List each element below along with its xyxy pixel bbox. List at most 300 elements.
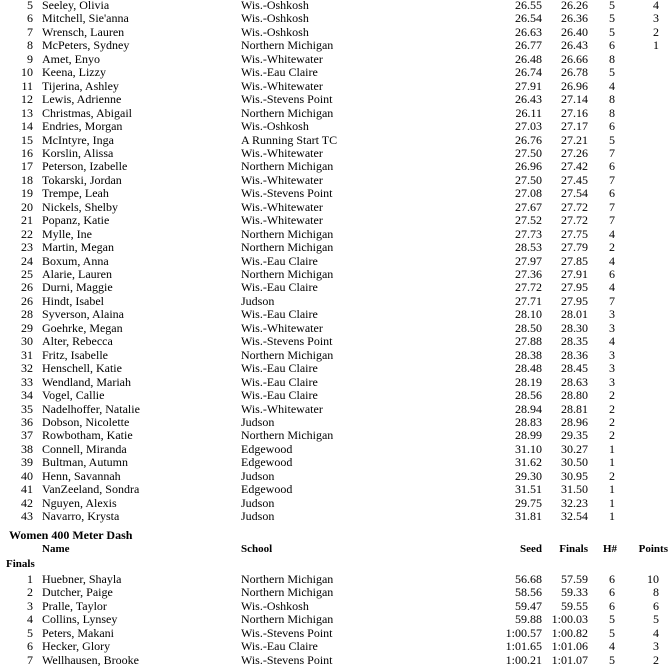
place-cell: 26 <box>21 293 33 308</box>
place-cell: 30 <box>21 334 33 349</box>
heat-cell: 3 <box>609 361 615 376</box>
seed-time-cell: 28.19 <box>515 374 542 389</box>
final-time-cell: 32.23 <box>561 495 588 510</box>
seed-time-cell: 27.73 <box>515 226 542 241</box>
school-cell: Wis.-Eau Claire <box>241 307 318 322</box>
school-cell: Wis.-Whitewater <box>241 145 323 160</box>
athlete-name-cell: Nguyen, Alexis <box>42 495 117 510</box>
column-header-points: Points <box>638 543 668 555</box>
result-row <box>0 640 671 653</box>
place-cell: 5 <box>27 625 33 640</box>
final-time-cell: 1:00.82 <box>551 625 588 640</box>
school-cell: Wis.-Whitewater <box>241 51 323 66</box>
heat-cell: 4 <box>609 334 615 349</box>
school-cell: Edgewood <box>241 441 293 456</box>
seed-time-cell: 27.72 <box>515 280 542 295</box>
place-cell: 16 <box>21 145 33 160</box>
result-row <box>0 497 671 510</box>
final-time-cell: 26.43 <box>561 38 588 53</box>
final-time-cell: 1:01.06 <box>551 639 588 654</box>
school-cell: Judson <box>241 414 275 429</box>
final-time-cell: 28.45 <box>561 361 588 376</box>
athlete-name-cell: Peters, Makani <box>42 625 114 640</box>
result-row <box>0 187 671 200</box>
result-row <box>0 416 671 429</box>
final-time-cell: 26.26 <box>561 0 588 12</box>
heat-cell: 6 <box>609 598 615 613</box>
school-cell: Northern Michigan <box>241 105 334 120</box>
place-cell: 11 <box>21 78 33 93</box>
seed-time-cell: 28.38 <box>515 347 542 362</box>
athlete-name-cell: VanZeeland, Sondra <box>42 482 140 497</box>
heat-cell: 1 <box>609 482 615 497</box>
school-cell: Wis.-Oshkosh <box>241 0 309 12</box>
school-cell: Wis.-Stevens Point <box>241 186 333 201</box>
column-header-finals: Finals <box>559 543 588 555</box>
final-time-cell: 27.45 <box>561 172 588 187</box>
heat-cell: 7 <box>609 293 615 308</box>
athlete-name-cell: Amet, Enyo <box>42 51 100 66</box>
athlete-name-cell: Hecker, Glory <box>42 639 111 654</box>
final-time-cell: 30.50 <box>561 455 588 470</box>
place-cell: 42 <box>21 495 33 510</box>
school-cell: Northern Michigan <box>241 612 334 627</box>
result-row <box>0 349 671 362</box>
place-cell: 19 <box>21 186 33 201</box>
seed-time-cell: 1:01.65 <box>505 639 542 654</box>
result-row <box>0 120 671 133</box>
final-time-cell: 59.33 <box>561 585 588 600</box>
athlete-name-cell: Dutcher, Paige <box>42 585 113 600</box>
final-time-cell: 1:00.03 <box>551 612 588 627</box>
heat-cell: 5 <box>609 11 615 26</box>
result-row <box>0 80 671 93</box>
athlete-name-cell: Rowbotham, Katie <box>42 428 133 443</box>
seed-time-cell: 31.10 <box>515 441 542 456</box>
athlete-name-cell: Nickels, Shelby <box>42 199 118 214</box>
heat-cell: 6 <box>609 267 615 281</box>
seed-time-cell: 27.50 <box>515 172 542 187</box>
points-cell: 1 <box>653 38 659 53</box>
result-row <box>0 201 671 214</box>
column-header-school: School <box>241 543 273 555</box>
seed-time-cell: 31.81 <box>515 509 542 524</box>
seed-time-cell: 26.48 <box>515 51 542 66</box>
place-cell: 38 <box>21 441 33 456</box>
athlete-name-cell: Dobson, Nicolette <box>42 414 130 429</box>
heat-cell: 5 <box>609 0 615 12</box>
event-title: Women 400 Meter Dash <box>9 528 133 542</box>
school-cell: Northern Michigan <box>241 428 334 443</box>
school-cell: Wis.-Whitewater <box>241 213 323 228</box>
heat-cell: 6 <box>609 186 615 201</box>
place-cell: 15 <box>21 132 33 147</box>
place-cell: 34 <box>21 388 33 403</box>
seed-time-cell: 1:00.21 <box>505 652 542 667</box>
seed-time-cell: 27.91 <box>515 78 542 93</box>
heat-cell: 3 <box>609 307 615 322</box>
heat-cell: 6 <box>609 159 615 174</box>
heat-cell: 2 <box>609 414 615 429</box>
result-row <box>0 66 671 79</box>
athlete-name-cell: Christmas, Abigail <box>42 105 132 120</box>
place-cell: 18 <box>21 172 33 187</box>
athlete-name-cell: McPeters, Sydney <box>42 38 130 53</box>
result-row <box>0 456 671 469</box>
school-cell: Wis.-Eau Claire <box>241 253 318 268</box>
school-cell: Northern Michigan <box>241 347 334 362</box>
final-time-cell: 28.01 <box>561 307 588 322</box>
seed-time-cell: 59.47 <box>515 598 542 613</box>
result-row <box>0 174 671 187</box>
seed-time-cell: 28.50 <box>515 320 542 335</box>
final-time-cell: 57.59 <box>561 572 588 586</box>
points-cell: 4 <box>653 0 659 12</box>
place-cell: 35 <box>21 401 33 416</box>
school-cell: Wis.-Oshkosh <box>241 598 309 613</box>
heat-cell: 5 <box>609 24 615 39</box>
final-time-cell: 27.85 <box>561 253 588 268</box>
school-cell: Wis.-Stevens Point <box>241 334 333 349</box>
result-row <box>0 627 671 640</box>
result-row <box>0 39 671 52</box>
place-cell: 28 <box>21 307 33 322</box>
result-row <box>0 241 671 254</box>
seed-time-cell: 26.74 <box>515 65 542 80</box>
points-cell: 5 <box>653 612 659 627</box>
result-row <box>0 12 671 25</box>
school-cell: Wis.-Whitewater <box>241 172 323 187</box>
result-row <box>0 362 671 375</box>
place-cell: 1 <box>27 572 33 586</box>
result-row <box>0 93 671 106</box>
seed-time-cell: 58.56 <box>515 585 542 600</box>
seed-time-cell: 29.30 <box>515 468 542 483</box>
place-cell: 5 <box>27 0 33 12</box>
seed-time-cell: 27.67 <box>515 199 542 214</box>
result-row <box>0 295 671 308</box>
final-time-cell: 27.21 <box>561 132 588 147</box>
athlete-name-cell: Connell, Miranda <box>42 441 127 456</box>
result-row <box>0 147 671 160</box>
athlete-name-cell: Alarie, Lauren <box>42 267 112 281</box>
athlete-name-cell: Goehrke, Megan <box>42 320 123 335</box>
athlete-name-cell: Popanz, Katie <box>42 213 110 228</box>
final-time-cell: 28.36 <box>561 347 588 362</box>
place-cell: 2 <box>27 585 33 600</box>
result-row <box>0 389 671 402</box>
final-time-cell: 26.40 <box>561 24 588 39</box>
school-cell: Northern Michigan <box>241 267 334 281</box>
result-row <box>0 268 671 281</box>
final-time-cell: 29.35 <box>561 428 588 443</box>
result-row <box>0 483 671 496</box>
heat-cell: 8 <box>609 105 615 120</box>
seed-time-cell: 27.03 <box>515 119 542 134</box>
place-cell: 14 <box>21 119 33 134</box>
result-row <box>0 470 671 483</box>
seed-time-cell: 26.11 <box>515 105 542 120</box>
seed-time-cell: 1:00.57 <box>505 625 542 640</box>
result-row <box>0 214 671 227</box>
athlete-name-cell: Seeley, Olivia <box>42 0 110 12</box>
athlete-name-cell: Martin, Megan <box>42 240 114 255</box>
result-row <box>0 613 671 626</box>
seed-time-cell: 26.63 <box>515 24 542 39</box>
result-row <box>0 160 671 173</box>
seed-time-cell: 27.36 <box>515 267 542 281</box>
final-time-cell: 28.63 <box>561 374 588 389</box>
school-cell: Wis.-Eau Claire <box>241 280 318 295</box>
heat-cell: 8 <box>609 51 615 66</box>
athlete-name-cell: Collins, Lynsey <box>42 612 118 627</box>
seed-time-cell: 56.68 <box>515 572 542 586</box>
seed-time-cell: 26.77 <box>515 38 542 53</box>
school-cell: Edgewood <box>241 455 293 470</box>
column-header-seed: Seed <box>520 543 542 555</box>
athlete-name-cell: Syverson, Alaina <box>42 307 124 322</box>
result-row <box>0 228 671 241</box>
place-cell: 40 <box>21 468 33 483</box>
final-time-cell: 27.95 <box>561 293 588 308</box>
place-cell: 9 <box>27 51 33 66</box>
result-row <box>0 281 671 294</box>
athlete-name-cell: Henschell, Katie <box>42 361 122 376</box>
heat-cell: 1 <box>609 495 615 510</box>
heat-cell: 5 <box>609 65 615 80</box>
heat-cell: 7 <box>609 145 615 160</box>
result-row <box>0 600 671 613</box>
final-time-cell: 27.91 <box>561 267 588 281</box>
athlete-name-cell: McIntyre, Inga <box>42 132 114 147</box>
result-row <box>0 443 671 456</box>
place-cell: 29 <box>21 320 33 335</box>
final-time-cell: 27.72 <box>561 199 588 214</box>
final-time-cell: 27.17 <box>561 119 588 134</box>
place-cell: 24 <box>21 253 33 268</box>
heat-cell: 5 <box>609 652 615 667</box>
points-cell: 10 <box>647 572 659 586</box>
section-label: Finals <box>6 558 35 570</box>
school-cell: Judson <box>241 293 275 308</box>
place-cell: 23 <box>21 240 33 255</box>
place-cell: 20 <box>21 199 33 214</box>
final-time-cell: 26.78 <box>561 65 588 80</box>
athlete-name-cell: Lewis, Adrienne <box>42 92 122 107</box>
place-cell: 32 <box>21 361 33 376</box>
school-cell: Judson <box>241 495 275 510</box>
school-cell: Wis.-Whitewater <box>241 401 323 416</box>
school-cell: Judson <box>241 468 275 483</box>
final-time-cell: 26.96 <box>561 78 588 93</box>
seed-time-cell: 26.55 <box>515 0 542 12</box>
school-cell: Wis.-Whitewater <box>241 320 323 335</box>
final-time-cell: 1:01.07 <box>551 652 588 667</box>
final-time-cell: 27.72 <box>561 213 588 228</box>
place-cell: 7 <box>27 24 33 39</box>
athlete-name-cell: Henn, Savannah <box>42 468 121 483</box>
result-row <box>0 376 671 389</box>
athlete-name-cell: Peterson, Izabelle <box>42 159 128 174</box>
athlete-name-cell: Keena, Lizzy <box>42 65 106 80</box>
place-cell: 33 <box>21 374 33 389</box>
result-row <box>0 335 671 348</box>
athlete-name-cell: Wendland, Mariah <box>42 374 132 389</box>
final-time-cell: 27.16 <box>561 105 588 120</box>
heat-cell: 7 <box>609 172 615 187</box>
athlete-name-cell: Alter, Rebecca <box>42 334 113 349</box>
heat-cell: 7 <box>609 213 615 228</box>
place-cell: 8 <box>27 38 33 53</box>
heat-cell: 1 <box>609 441 615 456</box>
place-cell: 36 <box>21 414 33 429</box>
seed-time-cell: 27.50 <box>515 145 542 160</box>
heat-cell: 3 <box>609 374 615 389</box>
result-row <box>0 26 671 39</box>
seed-time-cell: 26.43 <box>515 92 542 107</box>
final-time-cell: 31.50 <box>561 482 588 497</box>
heat-cell: 2 <box>609 240 615 255</box>
result-row <box>0 0 671 12</box>
final-time-cell: 28.81 <box>561 401 588 416</box>
school-cell: Northern Michigan <box>241 226 334 241</box>
heat-cell: 7 <box>609 199 615 214</box>
seed-time-cell: 28.10 <box>515 307 542 322</box>
athlete-name-cell: Hindt, Isabel <box>42 293 104 308</box>
heat-cell: 2 <box>609 428 615 443</box>
place-cell: 4 <box>27 612 33 627</box>
final-time-cell: 27.26 <box>561 145 588 160</box>
athlete-name-cell: Mylle, Ine <box>42 226 92 241</box>
heat-cell: 3 <box>609 320 615 335</box>
final-time-cell: 27.14 <box>561 92 588 107</box>
seed-time-cell: 27.52 <box>515 213 542 228</box>
school-cell: Northern Michigan <box>241 159 334 174</box>
place-cell: 10 <box>21 65 33 80</box>
column-header-name: Name <box>42 543 70 555</box>
points-cell: 8 <box>653 585 659 600</box>
athlete-name-cell: Tokarski, Jordan <box>42 172 122 187</box>
place-cell: 21 <box>21 213 33 228</box>
athlete-name-cell: Nadelhoffer, Natalie <box>42 401 140 416</box>
final-time-cell: 27.95 <box>561 280 588 295</box>
athlete-name-cell: Vogel, Callie <box>42 388 105 403</box>
school-cell: Wis.-Eau Claire <box>241 65 318 80</box>
final-time-cell: 26.36 <box>561 11 588 26</box>
final-time-cell: 27.42 <box>561 159 588 174</box>
seed-time-cell: 28.99 <box>515 428 542 443</box>
school-cell: Northern Michigan <box>241 38 334 53</box>
heat-cell: 5 <box>609 625 615 640</box>
school-cell: Wis.-Stevens Point <box>241 92 333 107</box>
place-cell: 26 <box>21 280 33 295</box>
result-row <box>0 107 671 120</box>
athlete-name-cell: Mitchell, Sie'anna <box>42 11 129 26</box>
points-cell: 3 <box>653 11 659 26</box>
heat-cell: 5 <box>609 612 615 627</box>
place-cell: 6 <box>27 11 33 26</box>
place-cell: 37 <box>21 428 33 443</box>
final-time-cell: 27.75 <box>561 226 588 241</box>
school-cell: Edgewood <box>241 482 293 497</box>
school-cell: Wis.-Eau Claire <box>241 639 318 654</box>
athlete-name-cell: Tijerina, Ashley <box>42 78 119 93</box>
result-row <box>0 255 671 268</box>
seed-time-cell: 26.76 <box>515 132 542 147</box>
seed-time-cell: 28.53 <box>515 240 542 255</box>
school-cell: Wis.-Whitewater <box>241 199 323 214</box>
final-time-cell: 59.55 <box>561 598 588 613</box>
heat-cell: 2 <box>609 468 615 483</box>
final-time-cell: 28.96 <box>561 414 588 429</box>
place-cell: 41 <box>21 482 33 497</box>
school-cell: A Running Start TC <box>241 132 338 147</box>
points-cell: 4 <box>653 625 659 640</box>
heat-cell: 3 <box>609 347 615 362</box>
school-cell: Northern Michigan <box>241 585 334 600</box>
points-cell: 2 <box>653 652 659 667</box>
heat-cell: 6 <box>609 119 615 134</box>
result-row <box>0 573 671 586</box>
heat-cell: 6 <box>609 38 615 53</box>
school-cell: Wis.-Oshkosh <box>241 119 309 134</box>
seed-time-cell: 59.88 <box>515 612 542 627</box>
athlete-name-cell: Trempe, Leah <box>42 186 109 201</box>
seed-time-cell: 28.94 <box>515 401 542 416</box>
seed-time-cell: 28.48 <box>515 361 542 376</box>
heat-cell: 8 <box>609 92 615 107</box>
school-cell: Wis.-Eau Claire <box>241 374 318 389</box>
heat-cell: 1 <box>609 455 615 470</box>
result-row <box>0 53 671 66</box>
school-cell: Northern Michigan <box>241 240 334 255</box>
points-cell: 6 <box>653 598 659 613</box>
result-row <box>0 586 671 599</box>
result-row <box>0 510 671 523</box>
seed-time-cell: 31.62 <box>515 455 542 470</box>
result-row <box>0 429 671 442</box>
place-cell: 13 <box>21 105 33 120</box>
final-time-cell: 26.66 <box>561 51 588 66</box>
place-cell: 17 <box>21 159 33 174</box>
seed-time-cell: 29.75 <box>515 495 542 510</box>
heat-cell: 4 <box>609 78 615 93</box>
place-cell: 43 <box>21 509 33 524</box>
final-time-cell: 30.95 <box>561 468 588 483</box>
place-cell: 7 <box>27 652 33 667</box>
athlete-name-cell: Fritz, Isabelle <box>42 347 108 362</box>
final-time-cell: 30.27 <box>561 441 588 456</box>
column-header-heat: H# <box>602 543 617 555</box>
athlete-name-cell: Boxum, Anna <box>42 253 109 268</box>
place-cell: 31 <box>21 347 33 362</box>
school-cell: Wis.-Eau Claire <box>241 388 318 403</box>
heat-cell: 6 <box>609 585 615 600</box>
place-cell: 25 <box>21 267 33 281</box>
athlete-name-cell: Huebner, Shayla <box>42 572 122 586</box>
school-cell: Wis.-Whitewater <box>241 78 323 93</box>
heat-cell: 4 <box>609 639 615 654</box>
place-cell: 3 <box>27 598 33 613</box>
athlete-name-cell: Bultman, Autumn <box>42 455 129 470</box>
place-cell: 6 <box>27 639 33 654</box>
points-cell: 2 <box>653 24 659 39</box>
heat-cell: 2 <box>609 401 615 416</box>
seed-time-cell: 26.96 <box>515 159 542 174</box>
seed-time-cell: 26.54 <box>515 11 542 26</box>
result-row <box>0 134 671 147</box>
athlete-name-cell: Pralle, Taylor <box>42 598 107 613</box>
